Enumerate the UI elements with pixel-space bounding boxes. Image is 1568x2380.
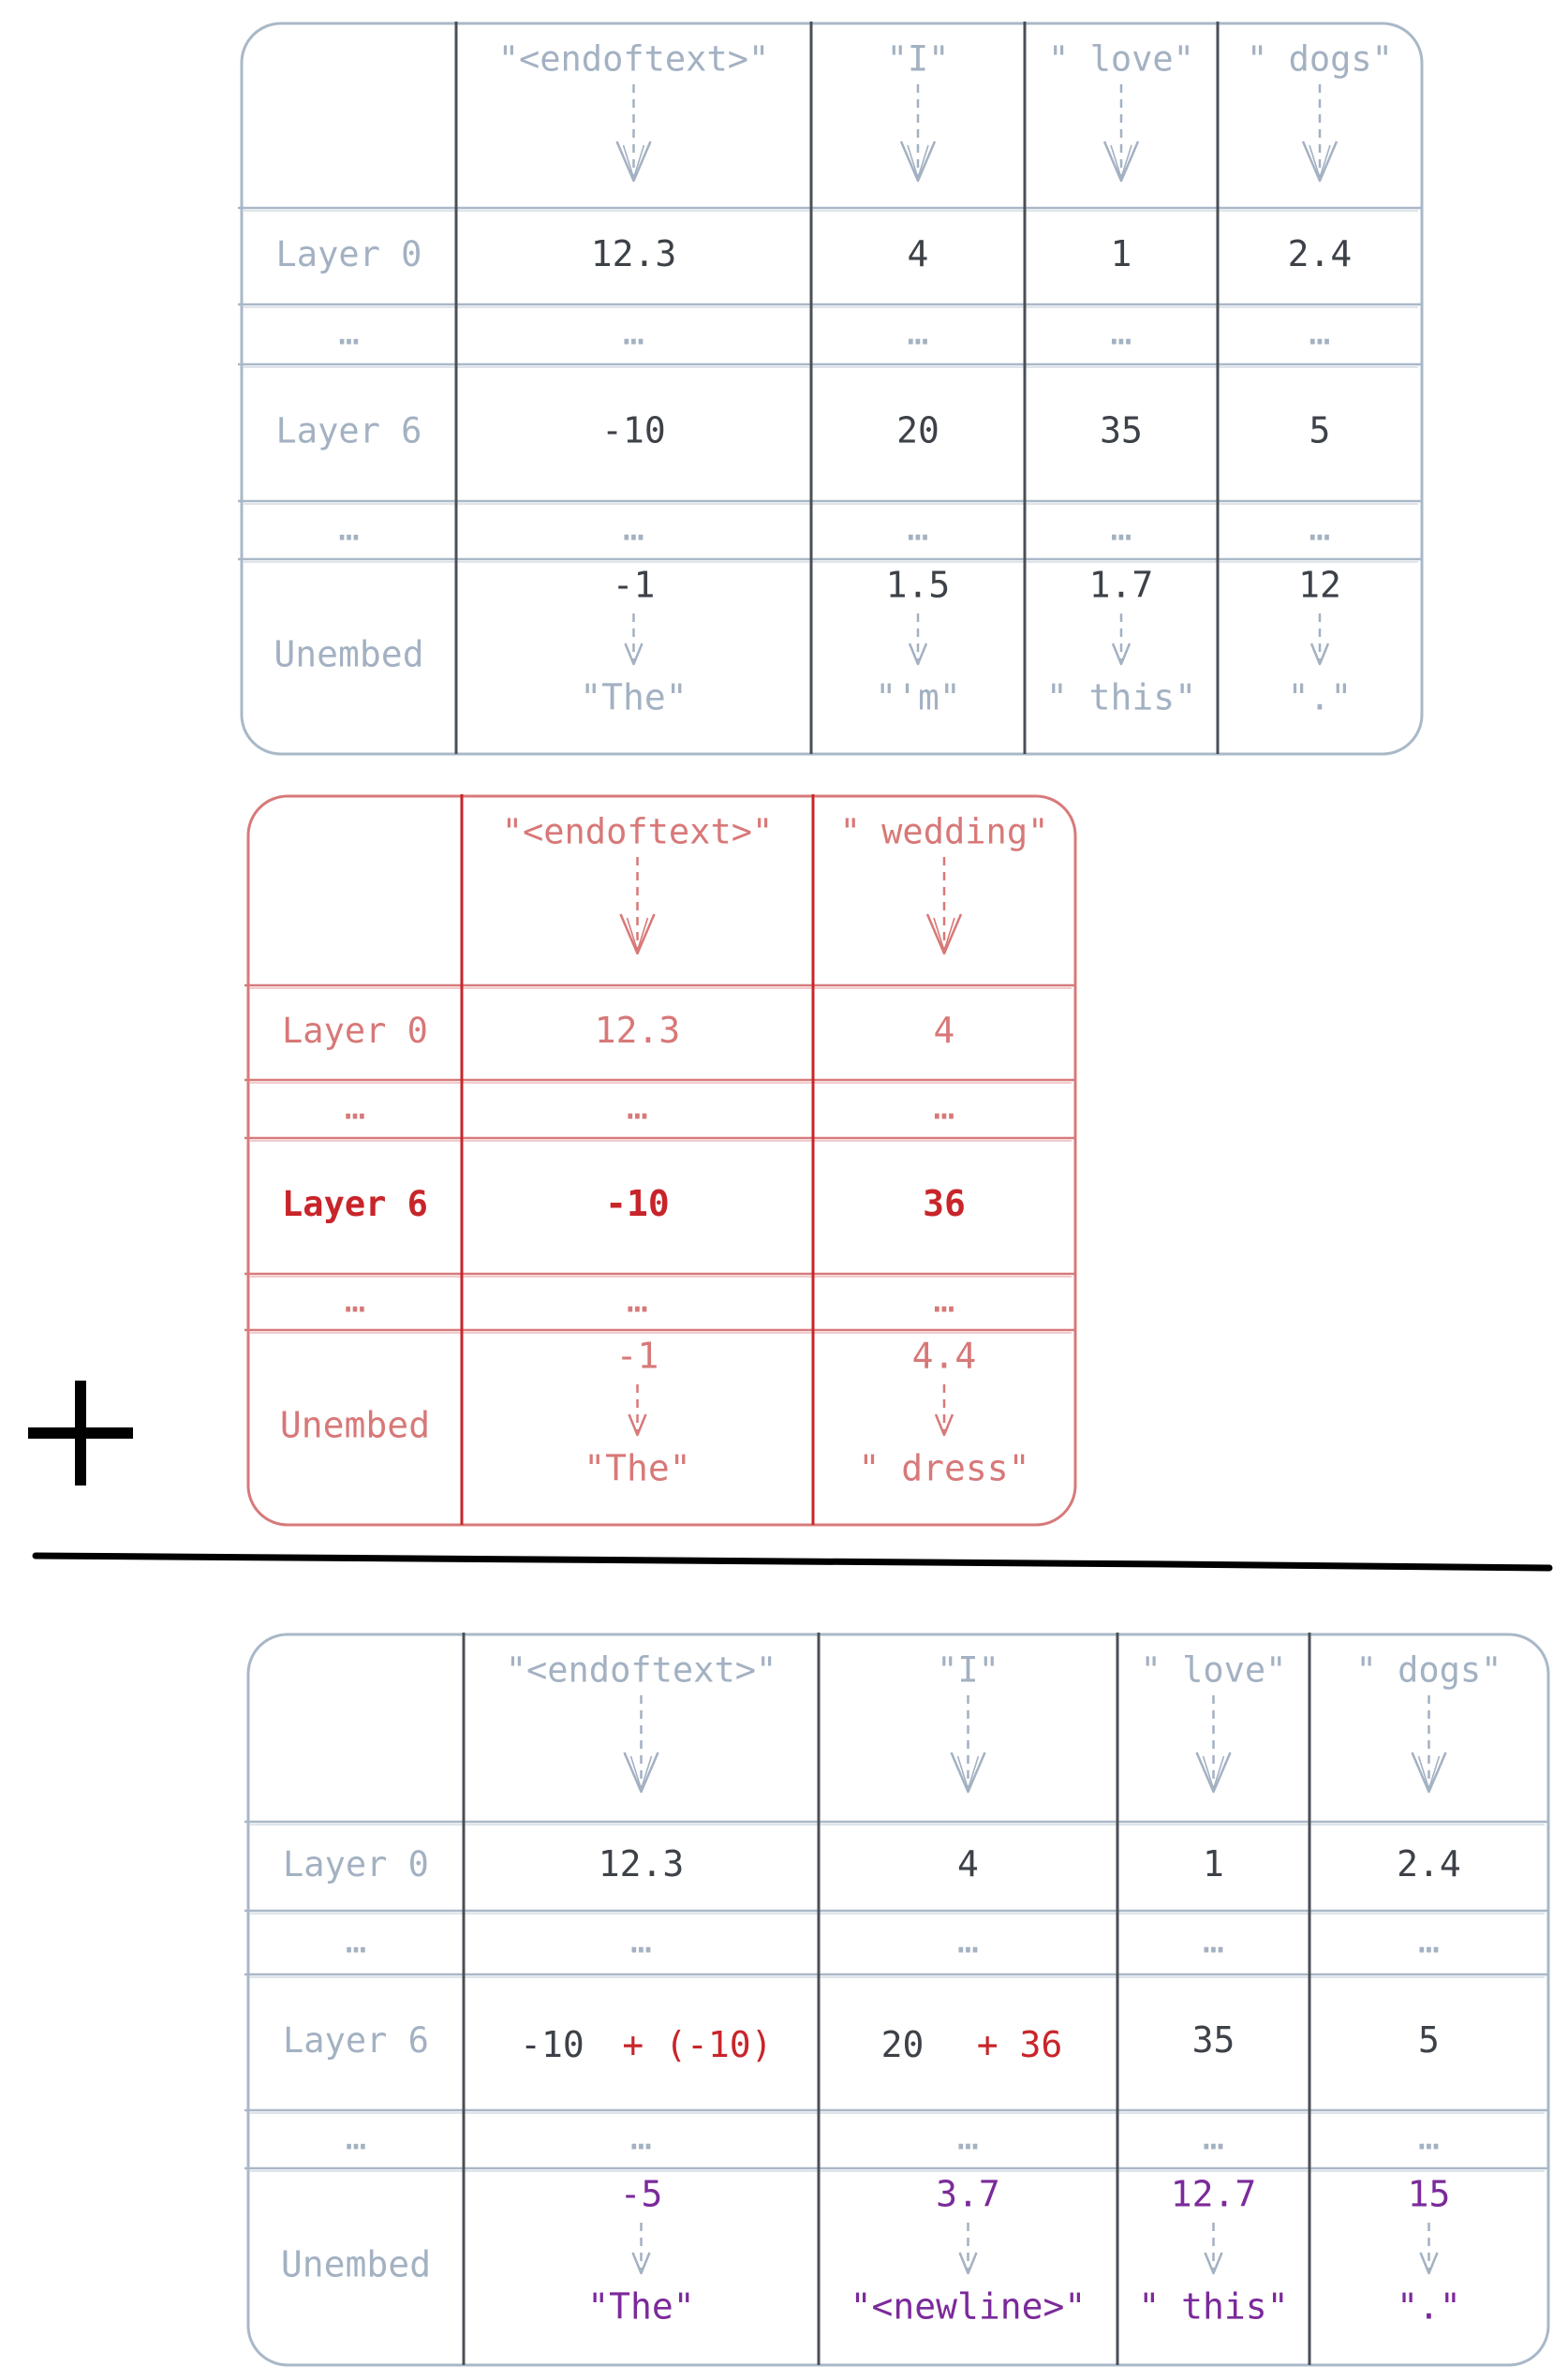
token-arrow-icon — [1197, 1695, 1231, 1792]
ellipsis: … — [1203, 1919, 1224, 1961]
unembed-arrow-icon — [1206, 2223, 1222, 2273]
cell-addition: + 36 — [976, 2024, 1063, 2065]
token-header: "<endoftext>" — [497, 38, 770, 80]
ellipsis: … — [1110, 507, 1132, 549]
token-header: " dogs" — [1247, 38, 1393, 80]
ellipsis: … — [1203, 2116, 1224, 2158]
ellipsis: … — [933, 1279, 955, 1321]
token-header: " love" — [1140, 1649, 1287, 1691]
unembed-label: Unembed — [279, 1404, 431, 1446]
ellipsis-label: … — [344, 1279, 366, 1321]
token-arrow-icon — [952, 1695, 985, 1792]
row-label: Layer 0 — [283, 1844, 429, 1885]
predicted-token: " this" — [1138, 2285, 1289, 2328]
row-label: Layer 0 — [282, 1011, 428, 1051]
ellipsis-label: … — [338, 312, 360, 353]
token-header: "I" — [886, 38, 950, 80]
cell-value: 1 — [1110, 233, 1132, 274]
unembed-value: -1 — [612, 564, 656, 606]
ellipsis: … — [933, 1086, 955, 1128]
token-header: "<endoftext>" — [501, 811, 774, 852]
ellipsis-label: … — [344, 1087, 366, 1128]
cell-value: 20 — [896, 409, 939, 451]
predicted-token: "The" — [584, 1447, 691, 1489]
token-arrow-icon — [927, 857, 961, 953]
unembed-value: 4.4 — [911, 1335, 977, 1377]
predicted-token: " this" — [1045, 676, 1197, 718]
cell-value: 4 — [957, 1843, 979, 1885]
token-arrow-icon — [1303, 84, 1337, 181]
cell-value: 35 — [1100, 409, 1143, 451]
ellipsis: … — [1309, 311, 1331, 353]
unembed-value: -5 — [619, 2173, 663, 2215]
ellipsis: … — [627, 1086, 648, 1128]
cell-value: 4 — [907, 233, 929, 274]
token-header: " wedding" — [839, 811, 1049, 852]
ellipsis: … — [623, 311, 644, 353]
ellipsis: … — [957, 1919, 979, 1961]
unembed-arrow-icon — [626, 613, 643, 664]
ellipsis: … — [1309, 507, 1331, 549]
cell-value: 2.4 — [1397, 1843, 1461, 1885]
cell-value: 36 — [923, 1183, 966, 1224]
unembed-value: 15 — [1407, 2173, 1451, 2215]
token-arrow-icon — [617, 84, 651, 181]
unembed-label: Unembed — [280, 2243, 432, 2285]
ellipsis: … — [1110, 311, 1132, 353]
predicted-token: "The" — [580, 676, 688, 718]
cell-value: 1 — [1203, 1843, 1224, 1885]
row-label: Layer 0 — [275, 234, 422, 274]
table-result — [244, 1633, 1548, 2365]
unembed-value: 1.5 — [885, 564, 951, 606]
unembed-value: 3.7 — [936, 2173, 1000, 2215]
unembed-arrow-icon — [910, 613, 926, 664]
ellipsis: … — [627, 1279, 648, 1321]
cell-value: 2.4 — [1287, 233, 1353, 274]
unembed-arrow-icon — [629, 1384, 646, 1435]
ellipsis: … — [630, 1919, 652, 1961]
cell-value: 4 — [933, 1010, 955, 1051]
cell-value: 12.3 — [598, 1843, 685, 1885]
cell-value: -10 — [601, 409, 666, 451]
unembed-value: -1 — [615, 1335, 659, 1377]
ellipsis: … — [630, 2116, 652, 2158]
unembed-value: 1.7 — [1088, 564, 1154, 606]
predicted-token: "'m" — [875, 676, 961, 718]
row-label: Layer 6 — [282, 1184, 428, 1224]
predicted-token: "<newline>" — [850, 2285, 1087, 2328]
cell-value: -10 — [520, 2024, 584, 2065]
unembed-arrow-icon — [1421, 2223, 1438, 2273]
unembed-value: 12.7 — [1170, 2173, 1257, 2215]
ellipsis: … — [623, 507, 644, 549]
token-arrow-icon — [621, 857, 655, 953]
ellipsis: … — [1418, 2116, 1440, 2158]
ellipsis: … — [907, 507, 929, 549]
ellipsis: … — [907, 311, 929, 353]
ellipsis-label: … — [345, 1920, 367, 1961]
predicted-token: "." — [1287, 676, 1353, 718]
token-header: " dogs" — [1355, 1649, 1502, 1691]
sum-line — [36, 1556, 1549, 1568]
cell-value: 5 — [1418, 2019, 1440, 2061]
cell-value: 20 — [880, 2024, 925, 2065]
token-header: " love" — [1048, 38, 1194, 80]
unembed-arrow-icon — [633, 2223, 650, 2273]
unembed-value: 12 — [1298, 564, 1341, 606]
token-arrow-icon — [901, 84, 935, 181]
row-label: Layer 6 — [283, 2020, 429, 2061]
unembed-arrow-icon — [1311, 613, 1328, 664]
ellipsis-label: … — [345, 2117, 367, 2158]
cell-value: 35 — [1191, 2019, 1235, 2061]
unembed-arrow-icon — [1113, 613, 1130, 664]
ellipsis: … — [1418, 1919, 1440, 1961]
row-label: Layer 6 — [275, 410, 422, 451]
unembed-arrow-icon — [960, 2223, 977, 2273]
table-frame — [248, 1634, 1548, 2365]
cell-value: 5 — [1309, 409, 1331, 451]
predicted-token: "." — [1397, 2285, 1461, 2328]
token-header: "I" — [937, 1649, 999, 1691]
table-original — [238, 22, 1422, 754]
unembed-label: Unembed — [274, 633, 424, 675]
unembed-arrow-icon — [936, 1384, 953, 1435]
cell-addition: + (-10) — [622, 2024, 773, 2065]
token-header: "<endoftext>" — [505, 1649, 777, 1691]
ellipsis-label: … — [338, 508, 360, 549]
ellipsis: … — [957, 2116, 979, 2158]
predicted-token: "The" — [587, 2285, 695, 2328]
token-arrow-icon — [1104, 84, 1138, 181]
token-arrow-icon — [625, 1695, 658, 1792]
table-steering — [244, 794, 1075, 1525]
cell-value: 12.3 — [590, 233, 677, 274]
token-arrow-icon — [1413, 1695, 1446, 1792]
cell-value: -10 — [605, 1183, 670, 1224]
predicted-token: " dress" — [858, 1447, 1030, 1489]
cell-value: 12.3 — [594, 1010, 681, 1051]
plus-icon — [28, 1381, 133, 1486]
